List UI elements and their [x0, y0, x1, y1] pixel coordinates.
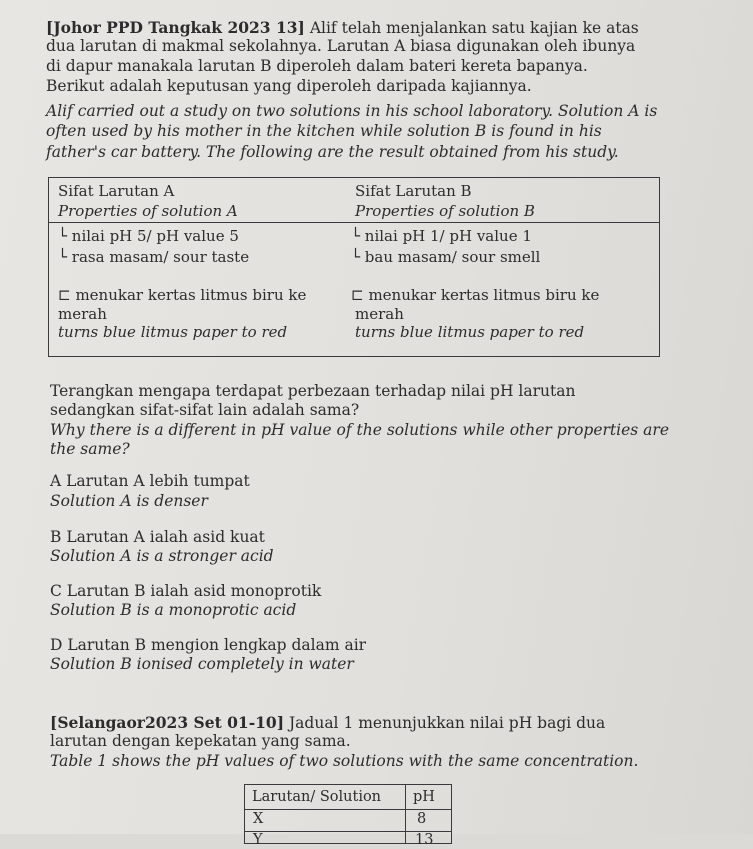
- col-b-row: ⊏ menukar kertas litmus biru ke: [351, 286, 600, 304]
- q2-source: [Selangaor2023 Set 01-10]: [50, 713, 285, 732]
- option-c-english: Solution B is a monoprotic acid: [50, 601, 297, 619]
- q1-intro-line-2: dua larutan di makmal sekolahnya. Larutan A biasa digunakan oleh ibunya: [46, 37, 636, 55]
- col-a-header-malay: Sifat Larutan A: [58, 182, 175, 200]
- ph-table-header-solution: Larutan/ Solution: [252, 789, 382, 805]
- ph-table-ph-cell: 13: [415, 832, 434, 848]
- col-a-row: turns blue litmus paper to red: [58, 323, 288, 341]
- q1-intro-line-3: di dapur manakala larutan B diperoleh dalam bateri kereta bapanya.: [46, 57, 588, 75]
- q2-english-line: Table 1 shows the pH values of two solutions with the same concentration.: [50, 752, 639, 770]
- table-divider: [49, 222, 659, 223]
- q1-english-line-2: often used by his mother in the kitchen while solution B is found in his: [46, 122, 602, 140]
- option-d-english: Solution B ionised completely in water: [50, 655, 354, 673]
- q1-intro-line-1: [Johor PPD Tangkak 2023 13] Alif telah menjalankan satu kajian ke atas: [46, 18, 639, 37]
- ph-table: [244, 784, 452, 848]
- col-a-header-english: Properties of solution A: [58, 202, 238, 220]
- col-a-row: merah: [58, 305, 107, 323]
- ph-table-header-ph: pH: [413, 789, 435, 805]
- col-b-row: └ nilai pH 1/ pH value 1: [351, 227, 532, 245]
- question-malay-line-2: sedangkan sifat-sifat lain adalah sama?: [50, 401, 360, 419]
- option-a-malay: A Larutan A lebih tumpat: [50, 472, 250, 490]
- question-english-line-2: the same?: [50, 440, 130, 458]
- col-a-row: ⊏ menukar kertas litmus biru ke: [58, 286, 307, 304]
- ph-table-solution-cell: X: [253, 811, 264, 827]
- question-malay-line-1: Terangkan mengapa terdapat perbezaan terhadap nilai pH larutan: [50, 382, 576, 400]
- ph-table-ph-cell: 8: [417, 811, 427, 827]
- q1-english-line-1: Alif carried out a study on two solutions in his school laboratory. Solution A is: [46, 102, 658, 120]
- q1-source: [Johor PPD Tangkak 2023 13]: [46, 18, 305, 37]
- option-a-english: Solution A is denser: [50, 492, 208, 510]
- col-a-row: └ rasa masam/ sour taste: [58, 248, 250, 266]
- col-b-header-english: Properties of solution B: [355, 202, 535, 220]
- q2-intro-line-1: [Selangaor2023 Set 01-10] Jadual 1 menunjukkan nilai pH bagi dua: [50, 713, 606, 732]
- properties-table: [48, 177, 660, 357]
- col-b-row: └ bau masam/ sour smell: [351, 248, 541, 266]
- q1-english-line-3: father's car battery. The following are the result obtained from his study.: [46, 143, 619, 161]
- option-c-malay: C Larutan B ialah asid monoprotik: [50, 582, 322, 600]
- col-b-row: turns blue litmus paper to red: [355, 323, 585, 341]
- col-b-header-malay: Sifat Larutan B: [355, 182, 472, 200]
- q2-intro-line-2: larutan dengan kepekatan yang sama.: [50, 732, 351, 750]
- option-b-malay: B Larutan A ialah asid kuat: [50, 528, 265, 546]
- q1-intro-line-4: Berikut adalah keputusan yang diperoleh daripada kajiannya.: [46, 77, 532, 95]
- question-english-line-1: Why there is a different in pH value of the solutions while other properties are: [50, 421, 669, 439]
- option-b-english: Solution A is a stronger acid: [50, 547, 274, 565]
- table-column-divider: [405, 785, 406, 843]
- ph-table-solution-cell: Y: [253, 832, 263, 848]
- option-d-malay: D Larutan B mengion lengkap dalam air: [50, 636, 367, 654]
- col-a-row: └ nilai pH 5/ pH value 5: [58, 227, 239, 245]
- col-b-row: merah: [355, 305, 404, 323]
